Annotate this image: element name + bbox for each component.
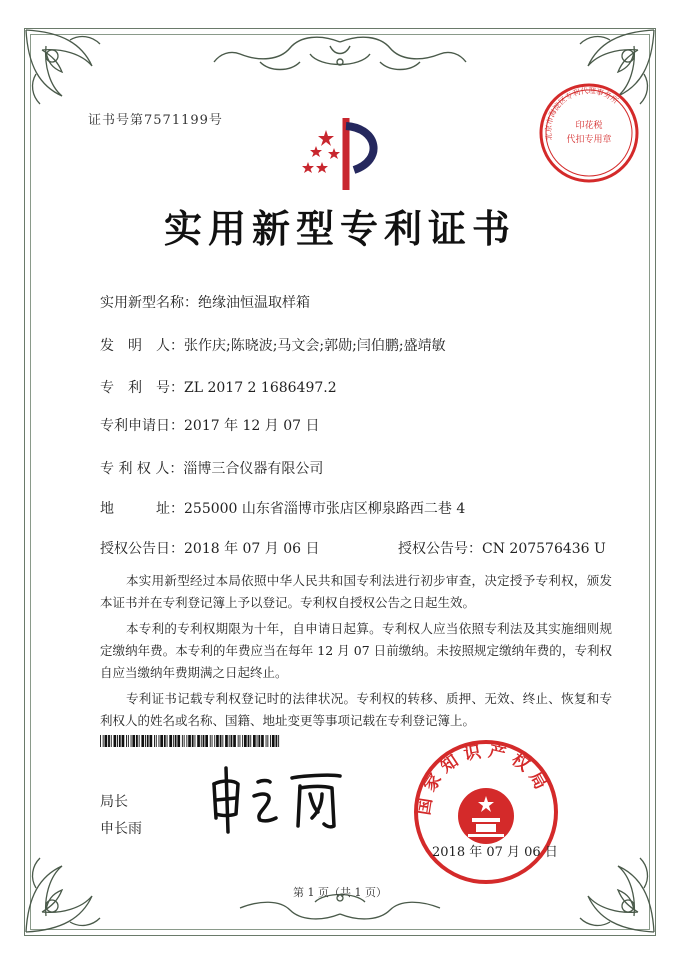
barcode-bar	[105, 735, 108, 747]
barcode-bar	[266, 735, 267, 747]
field-label: 专 利 号：	[100, 380, 184, 396]
barcode-bar	[186, 735, 187, 747]
barcode-bar	[167, 735, 168, 747]
barcode-bar	[233, 735, 236, 747]
svg-text:代扣专用章: 代扣专用章	[566, 135, 612, 145]
field-utility-model-name	[100, 292, 310, 312]
field-address	[100, 498, 465, 518]
barcode-bar	[156, 735, 157, 747]
barcode-bar	[154, 735, 155, 747]
barcode-bar	[210, 735, 211, 747]
field-grant-date	[100, 538, 320, 558]
barcode-bar	[114, 735, 117, 747]
barcode-bar	[103, 735, 104, 747]
body-paragraph: 本实用新型经过本局依照中华人民共和国专利法进行初步审查，决定授予专利权，颁发本证书并在专利登记簿上予以登记。专利权自授权公告之日起生效。	[100, 573, 612, 610]
barcode-bar	[160, 735, 163, 747]
field-value: 2017 年 12 月 07 日	[184, 418, 320, 434]
svg-text:北京市海淀区专利代理事务所: 北京市海淀区专利代理事务所	[543, 86, 620, 142]
barcode-bar	[203, 735, 205, 747]
barcode-bar	[139, 735, 140, 747]
field-announcement-number	[398, 538, 606, 558]
field-value: 2018 年 07 月 06 日	[184, 541, 320, 557]
barcode-bar	[128, 735, 129, 747]
field-patent-number	[100, 377, 337, 397]
page-number: 第 1 页（共 1 页）	[293, 886, 387, 899]
barcode-bar	[276, 735, 278, 747]
barcode-bar	[150, 735, 153, 747]
corner-ornament-bottom-left	[22, 826, 132, 936]
barcode-bar	[126, 735, 127, 747]
barcode-bar	[270, 735, 271, 747]
barcode-bar	[117, 735, 118, 747]
barcode-bar	[248, 735, 250, 747]
barcode-bar	[175, 735, 177, 747]
barcode-bar	[192, 735, 194, 747]
barcode-bar	[261, 735, 264, 747]
field-label: 地 址：	[100, 501, 184, 517]
barcode-bar	[272, 735, 275, 747]
issue-date: 2018 年 07 月 06 日	[432, 845, 558, 860]
barcode-bar	[197, 735, 200, 747]
barcode-bar	[169, 735, 172, 747]
barcode-bar	[136, 735, 138, 747]
barcode-bar	[214, 735, 215, 747]
field-label: 专利申请日：	[100, 418, 184, 434]
director-name: 申长雨	[100, 821, 142, 837]
field-label: 授权公告日：	[100, 541, 184, 557]
field-label: 专 利 权 人：	[100, 461, 184, 477]
certificate-number: 证书号第7571199号	[88, 113, 223, 128]
field-value: ZL 2017 2 1686497.2	[184, 380, 337, 396]
barcode-bar	[278, 735, 279, 747]
barcode-bar	[242, 735, 243, 747]
barcode-bar	[177, 735, 180, 747]
barcode-bar	[119, 735, 121, 747]
barcode-bar	[250, 735, 251, 747]
barcode-bar	[216, 735, 219, 747]
barcode-bar	[238, 735, 239, 747]
barcode-bar	[100, 735, 101, 747]
barcode-bar	[195, 735, 196, 747]
svg-text:国家知识产权局: 国家知识产权局	[414, 741, 554, 817]
patent-office-logo-icon	[298, 110, 388, 196]
field-patentee	[100, 458, 323, 478]
barcode-bar	[184, 735, 185, 747]
barcode-bar	[145, 735, 146, 747]
barcode-bar	[131, 735, 132, 747]
svg-text:印花税: 印花税	[575, 121, 603, 131]
barcode-bar	[201, 735, 202, 747]
barcode-bar	[188, 735, 191, 747]
field-label: 发 明 人：	[100, 338, 184, 354]
field-value: 绝缘油恒温取样箱	[198, 295, 310, 311]
barcode-bar	[108, 735, 110, 747]
barcode-bar	[164, 735, 166, 747]
barcode-bar	[205, 735, 208, 747]
field-inventors	[100, 335, 446, 355]
barcode-bar	[220, 735, 222, 747]
director-signature	[200, 762, 360, 834]
barcode	[100, 735, 282, 747]
barcode-bar	[229, 735, 230, 747]
barcode-bar	[122, 735, 125, 747]
barcode-bar	[132, 735, 135, 747]
barcode-bar	[159, 735, 160, 747]
field-value: 淄博三合仪器有限公司	[183, 461, 324, 477]
body-paragraph: 专利证书记载专利权登记时的法律状况。专利权的转移、质押、无效、终止、恢复和专利权人的姓名或名称、国籍、地址变更等事项记载在专利登记簿上。	[100, 691, 612, 728]
field-label: 授权公告号：	[398, 541, 482, 557]
agent-seal-stamp	[536, 80, 642, 186]
barcode-bar	[267, 735, 268, 747]
corner-ornament-bottom-right	[548, 826, 658, 936]
top-scroll-ornament	[200, 32, 480, 82]
barcode-bar	[147, 735, 149, 747]
barcode-bar	[141, 735, 144, 747]
field-label: 实用新型名称：	[100, 295, 198, 311]
barcode-bar	[257, 735, 258, 747]
barcode-bar	[182, 735, 183, 747]
body-paragraph: 本专利的专利权期限为十年，自申请日起算。专利权人应当依照专利法及其实施细则规定缴纳年费。本专利的年费应当在每年 12 月 07 日前缴纳。未按照规定缴纳年费的，专利权自应当缴纳年费期满之日起终止。	[100, 621, 612, 680]
barcode-bar	[225, 735, 228, 747]
barcode-bar	[111, 735, 112, 747]
barcode-bar	[240, 735, 241, 747]
barcode-bar	[244, 735, 247, 747]
barcode-bar	[173, 735, 174, 747]
field-value: 255000 山东省淄博市张店区柳泉路西二巷 4	[184, 501, 466, 517]
field-value: CN 207576436 U	[482, 541, 606, 557]
barcode-bar	[253, 735, 256, 747]
certificate-body	[100, 570, 612, 736]
certificate-title: 实用新型专利证书	[163, 206, 516, 251]
barcode-bar	[258, 735, 260, 747]
barcode-bar	[222, 735, 223, 747]
field-application-date	[100, 415, 320, 435]
barcode-bar	[212, 735, 213, 747]
state-ip-office-seal	[412, 738, 560, 886]
field-value: 张作庆;陈晓波;马文会;郭勋;闫伯鹏;盛靖敏	[184, 338, 446, 354]
director-title: 局长	[100, 794, 128, 810]
barcode-bar	[231, 735, 233, 747]
